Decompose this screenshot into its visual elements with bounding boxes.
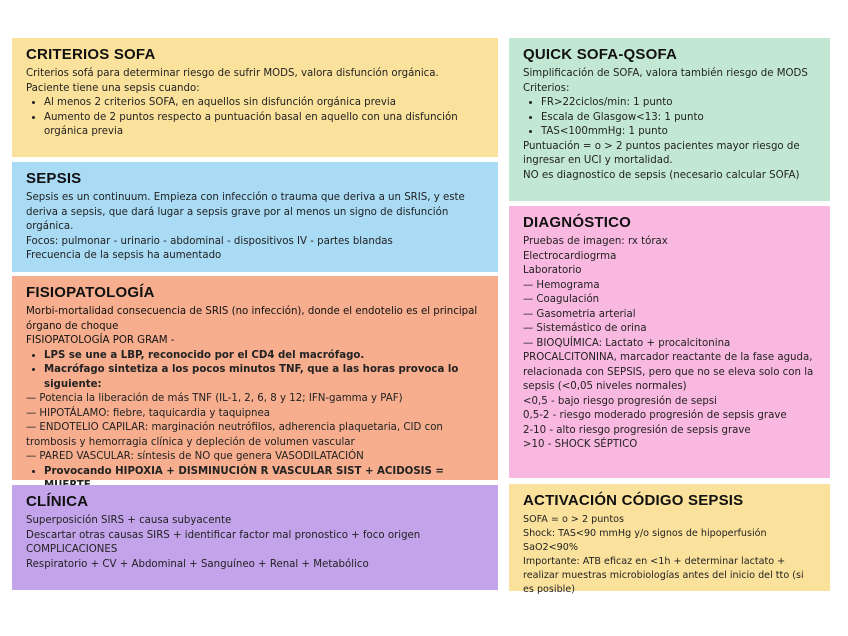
- card-criterios-sofa: [12, 38, 498, 157]
- card-title: CLÍNICA: [26, 493, 89, 510]
- bullet-list: [26, 96, 484, 140]
- dash-item: — PARED VASCULAR: síntesis de NO que genera VASODILATACIÓN: [26, 451, 364, 462]
- bullet-item: • Macrófago sintetiza a los pocos minutos TNF, que a las horas provoca lo siguiente:: [44, 363, 484, 392]
- bullet-item: • Escala de Glasgow<13: 1 punto: [541, 111, 816, 126]
- text-line: Criterios:: [523, 82, 570, 94]
- bullet-item: • Aumento de 2 puntos respecto a puntuación basal en aquello con una disfunción orgánica previa: [44, 111, 484, 140]
- card-diagnostico: [509, 206, 830, 478]
- text-line: Laboratorio: [523, 265, 582, 276]
- text-line: SOFA = o > 2 puntos: [523, 514, 625, 525]
- text-line: SaO2<90%: [523, 542, 578, 553]
- card-activacion-codigo-sepsis: [509, 484, 830, 595]
- card-sepsis: [12, 162, 498, 272]
- bullet-item: • Al menos 2 criterios SOFA, en aquellos sin disfunción orgánica previa: [44, 96, 484, 111]
- text-line: Frecuencia de la sepsis ha aumentado: [26, 250, 222, 261]
- dash-item: — BIOQUÍMICA: Lactato + procalcitonina: [523, 337, 731, 349]
- text-line: Descartar otras causas SIRS + identificar factor mal pronostico + foco origen: [26, 529, 421, 541]
- text-line: Pruebas de imagen: rx tórax: [523, 236, 668, 247]
- dash-item: — Potencia la liberación de más TNF (IL-1, 2, 6, 8 y 12; IFN-gamma y PAF): [26, 393, 403, 404]
- bullet-item: • Provocando HIPOXIA + DISMINUCIÓN R VASCULAR SIST + ACIDOSIS =: [44, 465, 484, 494]
- dash-item: — Coagulación: [523, 294, 600, 305]
- card-title: DIAGNÓSTICO: [523, 214, 632, 231]
- dash-item: — Sistemástico de orina: [523, 323, 647, 334]
- text-line: PROCALCITONINA, marcador reactante de la fase aguda, relacionada con SEPSIS, pero que no se eleva solo con la sepsis (<0,05 niveles normales): [523, 352, 814, 392]
- text-line: NO es diagnostico de sepsis (necesario calcular SOFA): [523, 169, 800, 181]
- bullet-list: [523, 96, 816, 140]
- card-title: SEPSIS: [26, 170, 82, 187]
- card-title: ACTIVACIÓN CÓDIGO SEPSIS: [523, 492, 744, 509]
- bullet-list: [26, 349, 484, 393]
- card-qsofa: [509, 38, 830, 201]
- card-fisiopatologia: [12, 276, 498, 480]
- text-line: >10 - SHOCK SÉPTICO: [523, 439, 638, 450]
- text-line: Importante: ATB eficaz en <1h + determinar lactato + realizar muestras microbiologías antes del inicio del tto (si es posible): [523, 556, 804, 595]
- text-line: Simplificación de SOFA, valora también riesgo de MODS: [523, 68, 808, 79]
- dash-item: — Gasometria arterial: [523, 308, 636, 320]
- text-line: Sepsis es un continuum. Empieza con infección o trauma que deriva a un SRIS, y este deriva a sepsis, que dará lugar a sepsis grave por al menos un signo de disfunción orgánica.: [26, 192, 465, 232]
- text-line: Respiratorio + CV + Abdominal + Sanguíneo + Renal + Metabólico: [26, 558, 369, 570]
- text-line: Shock: TAS<90 mmHg y/o signos de hipoperfusión: [523, 528, 767, 539]
- bullet-item: • FR>22ciclos/min: 1 punto: [541, 96, 816, 111]
- text-line: 0,5-2 - riesgo moderado progresión de sepsis grave: [523, 410, 787, 421]
- card-title: QUICK SOFA-QSOFA: [523, 46, 678, 63]
- subtitle: FISIOPATOLOGÍA POR GRAM -: [26, 335, 175, 346]
- text-line: Morbi-mortalidad consecuencia de SRIS (no infección), donde el endotelio es el principal órgano de choque: [26, 306, 478, 332]
- text-line: Focos: pulmonar - urinario - abdominal - dispositivos IV - partes blandas: [26, 235, 393, 247]
- text-line: <0,5 - bajo riesgo progresión de sepsi: [523, 395, 718, 407]
- text-line: COMPLICACIONES: [26, 544, 118, 555]
- bullet-item: • LPS se une a LBP, reconocido por el CD4 del macrófago.: [44, 349, 484, 364]
- text-line: 2-10 - alto riesgo progresión de sepsis grave: [523, 424, 751, 436]
- text-line: Puntuación = o > 2 puntos pacientes mayor riesgo de ingresar en UCI y mortalidad.: [523, 140, 800, 166]
- text-line: Paciente tiene una sepsis cuando:: [26, 82, 200, 94]
- dash-item: — ENDOTELIO CAPILAR: marginación neutrófilos, adherencia plaquetaria, CID con trombosis y hemorragia clínica y depleción de volumen vascular: [26, 422, 443, 448]
- card-clinica: [12, 485, 498, 590]
- card-title: FISIOPATOLOGÍA: [26, 284, 155, 301]
- card-title: CRITERIOS SOFA: [26, 46, 156, 63]
- dash-item: — Hemograma: [523, 279, 600, 291]
- text-line: Electrocardiogrma: [523, 250, 617, 262]
- dash-item: — HIPOTÁLAMO: fiebre, taquicardia y taquipnea: [26, 407, 271, 419]
- text-line: Superposición SIRS + causa subyacente: [26, 515, 232, 526]
- text-line: Criterios sofá para determinar riesgo de sufrir MODS, valora disfunción orgánica.: [26, 68, 439, 79]
- bullet-item: • TAS<100mmHg: 1 punto: [541, 125, 816, 140]
